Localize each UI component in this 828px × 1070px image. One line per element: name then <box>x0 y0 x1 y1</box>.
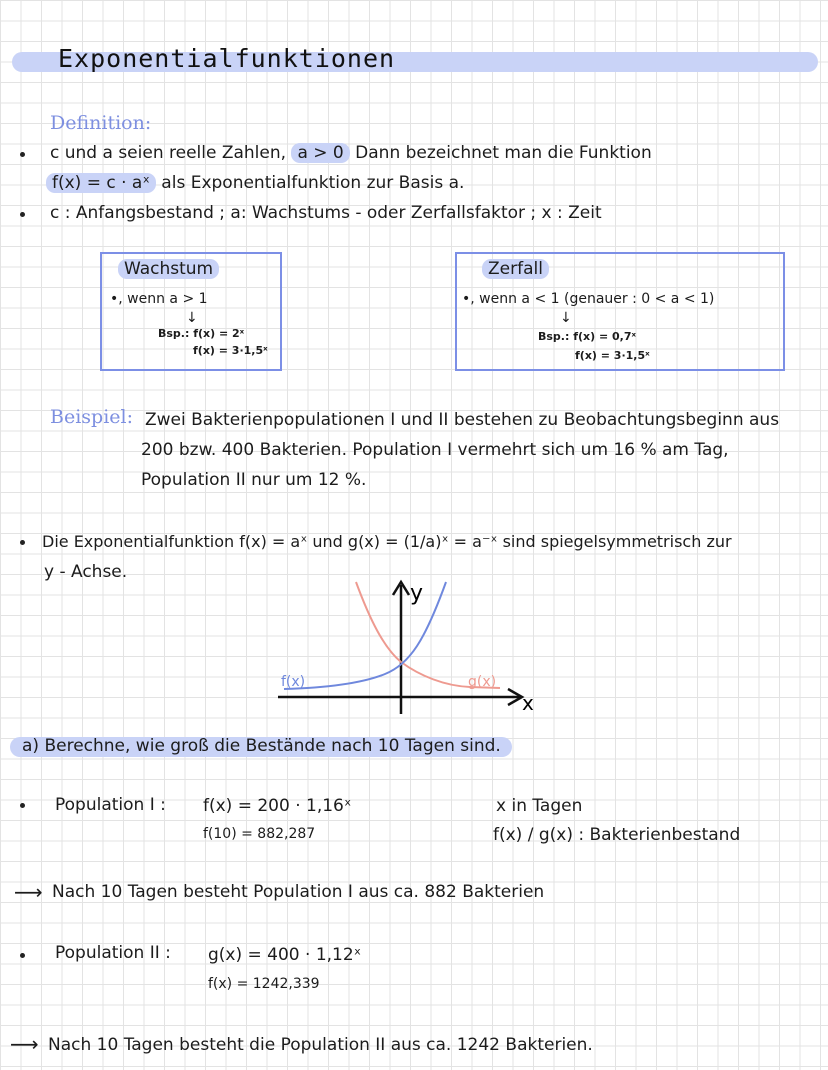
curve-f <box>284 582 446 689</box>
wachstum-example-2: f(x) = 3·1,5ˣ <box>193 344 268 357</box>
f-curve-label: f(x) <box>281 674 306 690</box>
zerfall-example-1: Bsp.: f(x) = 0,7ˣ <box>538 330 637 343</box>
pop2-label: Population II : <box>55 943 171 963</box>
zerfall-title: Zerfall <box>482 259 549 279</box>
wachstum-title: Wachstum <box>118 259 219 279</box>
zerfall-example-2: f(x) = 3·1,5ˣ <box>575 349 650 362</box>
y-axis-arrow <box>393 582 409 595</box>
pop1-function: f(x) = 200 · 1,16ˣ <box>203 796 352 816</box>
x-axis-label: x <box>522 691 534 715</box>
pop1-label: Population I : <box>55 795 166 815</box>
definition-line-3: c : Anfangsbestand ; a: Wachstums - oder Zerfallsfaktor ; x : Zeit <box>50 203 602 223</box>
result-1: Nach 10 Tagen besteht Population I aus ca. 882 Bakterien <box>52 882 545 902</box>
definition-line-2: f(x) = c · aˣ als Exponentialfunktion zur Basis a. <box>46 173 464 193</box>
highlight-formula: f(x) = c · aˣ <box>46 173 156 193</box>
pop1-note-1: x in Tagen <box>496 796 583 816</box>
result-1-arrow-icon: ⟶ <box>14 880 43 904</box>
pop1-note-2: f(x) / g(x) : Bakterienbestand <box>493 825 741 845</box>
bullet-dot <box>20 212 25 217</box>
pop2-function-g: g(x) = 400 · 1,12ˣ <box>208 945 362 965</box>
page-title: Exponentialfunktionen <box>58 44 396 73</box>
wachstum-example-1: Bsp.: f(x) = 2ˣ <box>158 327 245 340</box>
task-a: a) Berechne, wie groß die Bestände nach 10 Tagen sind. <box>22 736 501 756</box>
wachstum-condition: •, wenn a > 1 <box>110 291 208 307</box>
result-2: Nach 10 Tagen besteht die Population II aus ca. 1242 Bakterien. <box>48 1035 593 1055</box>
definition-line-1: c und a seien reelle Zahlen, a > 0 Dann bezeichnet man die Funktion <box>50 143 652 163</box>
curve-g <box>356 582 500 688</box>
result-2-arrow-icon: ⟶ <box>10 1032 39 1056</box>
pop1-f10: f(10) = 882,287 <box>203 826 316 842</box>
pop2-function-f: f(x) = 1242,339 <box>208 976 320 992</box>
symmetry-line-1: Die Exponentialfunktion f(x) = aˣ und g(x) = (1/a)ˣ = a⁻ˣ sind spiegelsymmetrisch zur <box>42 532 732 551</box>
symmetry-line-2: y - Achse. <box>44 562 128 582</box>
g-curve-label: g(x) <box>468 674 497 690</box>
bullet-dot <box>20 953 25 958</box>
beispiel-line-2: 200 bzw. 400 Bakterien. Population I vermehrt sich um 16 % am Tag, <box>141 440 729 460</box>
bullet-dot <box>20 152 25 157</box>
bullet-dot <box>20 540 25 545</box>
zerfall-condition: •, wenn a < 1 (genauer : 0 < a < 1) <box>462 291 715 307</box>
beispiel-line-3: Population II nur um 12 %. <box>141 470 367 490</box>
beispiel-label: Beispiel: <box>50 406 133 428</box>
wachstum-arrow: ↓ <box>186 310 198 326</box>
y-axis-label: y <box>410 581 424 606</box>
definition-label: Definition: <box>50 112 152 134</box>
beispiel-line-1: Zwei Bakterienpopulationen I und II bestehen zu Beobachtungsbeginn aus <box>145 410 780 430</box>
zerfall-arrow: ↓ <box>560 310 572 326</box>
x-axis-arrow <box>508 689 522 705</box>
bullet-dot <box>20 803 25 808</box>
highlight-a-positive: a > 0 <box>291 143 349 163</box>
